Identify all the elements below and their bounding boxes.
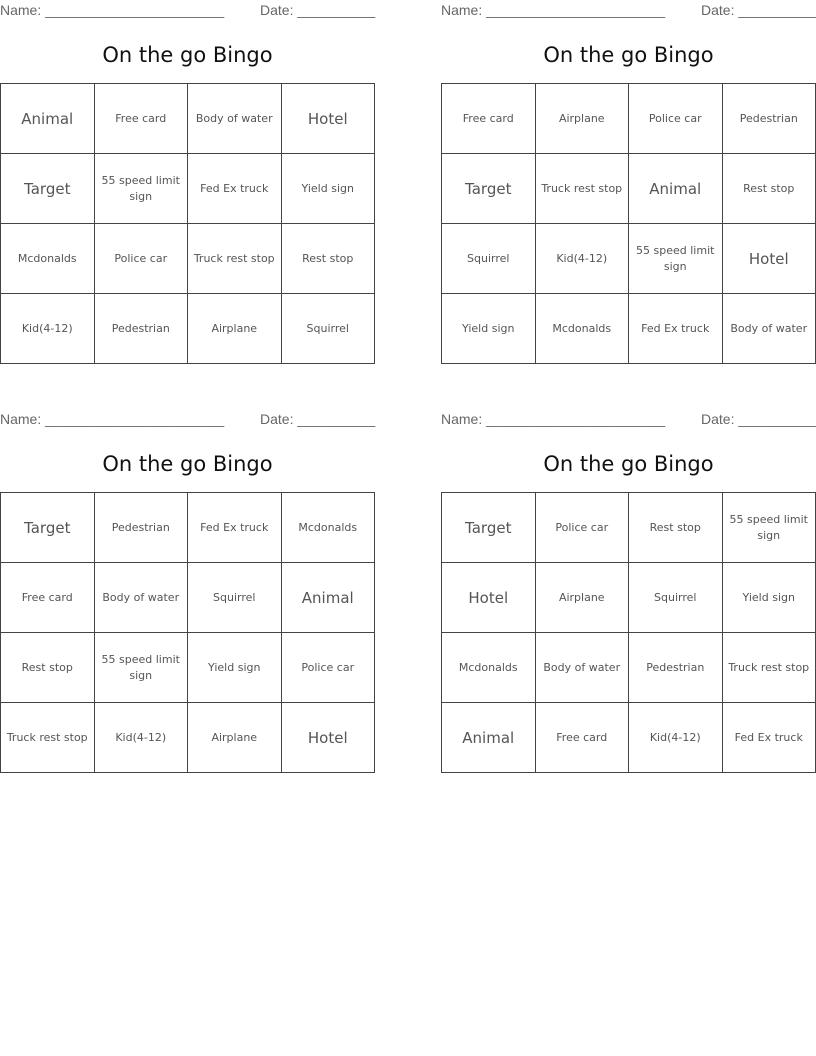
grid-row [442,633,816,703]
date-field: Date: __________ [260,411,376,427]
bingo-cell: Police car [629,84,723,154]
grid-row [1,703,375,773]
bingo-cell: Free card [94,84,188,154]
bingo-cell: Kid(4-12) [535,224,629,294]
bingo-cell: Hotel [722,224,816,294]
bingo-cell: Mcdonalds [281,493,375,563]
bingo-cell: Airplane [535,563,629,633]
bingo-cell: Truck rest stop [535,154,629,224]
bingo-cell: Kid(4-12) [629,703,723,773]
grid-row [1,154,375,224]
bingo-cell: Fed Ex truck [629,294,723,364]
bingo-cell: Body of water [94,563,188,633]
name-field: Name: _______________________ [441,411,666,427]
card-title: On the go Bingo [102,452,273,476]
bingo-cell: Mcdonalds [1,224,95,294]
bingo-cell: Rest stop [1,633,95,703]
bingo-cell: Truck rest stop [188,224,282,294]
card-title: On the go Bingo [543,452,714,476]
bingo-cell: Yield sign [281,154,375,224]
bingo-cell: Truck rest stop [1,703,95,773]
bingo-cell: Yield sign [722,563,816,633]
bingo-cell: Yield sign [188,633,282,703]
bingo-cell: Mcdonalds [535,294,629,364]
bingo-cell: Rest stop [629,493,723,563]
bingo-cell: Rest stop [281,224,375,294]
bingo-cell: 55 speed limit sign [94,154,188,224]
bingo-cell: Kid(4-12) [1,294,95,364]
card-header [0,2,375,20]
grid-row [1,633,375,703]
grid-row [1,493,375,563]
bingo-cell: Free card [1,563,95,633]
bingo-cell: Yield sign [442,294,536,364]
grid-row [1,294,375,364]
bingo-cell: Animal [281,563,375,633]
card-header [441,411,816,429]
bingo-cell: 55 speed limit sign [629,224,723,294]
bingo-cell: Body of water [188,84,282,154]
bingo-cell: Fed Ex truck [188,493,282,563]
grid-row [442,563,816,633]
bingo-cell: Pedestrian [94,294,188,364]
card-header [441,2,816,20]
card-header [0,411,375,429]
bingo-grid [0,492,375,773]
grid-row [442,294,816,364]
bingo-cell: Target [442,154,536,224]
bingo-cell: Police car [535,493,629,563]
grid-row [1,563,375,633]
bingo-card-3 [0,409,375,779]
bingo-cell: Animal [1,84,95,154]
bingo-cell: Hotel [281,703,375,773]
bingo-cell: Target [1,493,95,563]
bingo-cell: Free card [535,703,629,773]
bingo-cell: Airplane [188,703,282,773]
card-title: On the go Bingo [543,43,714,67]
grid-row [1,224,375,294]
bingo-cell: Animal [442,703,536,773]
bingo-cell: Airplane [535,84,629,154]
bingo-cell: Pedestrian [629,633,723,703]
bingo-cell: Body of water [535,633,629,703]
bingo-grid [441,492,816,773]
bingo-cell: Fed Ex truck [722,703,816,773]
bingo-card-2 [441,0,816,370]
bingo-cell: Target [442,493,536,563]
bingo-cell: Animal [629,154,723,224]
bingo-cell: Squirrel [629,563,723,633]
bingo-cell: Mcdonalds [442,633,536,703]
bingo-grid [441,83,816,364]
bingo-cell: Police car [281,633,375,703]
bingo-cell: Kid(4-12) [94,703,188,773]
card-title: On the go Bingo [102,43,273,67]
grid-row [1,84,375,154]
name-field: Name: _______________________ [0,411,225,427]
grid-row [442,703,816,773]
bingo-cell: Free card [442,84,536,154]
bingo-card-1 [0,0,375,370]
grid-row [442,84,816,154]
grid-row [442,224,816,294]
bingo-cell: Rest stop [722,154,816,224]
bingo-cell: Squirrel [442,224,536,294]
bingo-cell: Pedestrian [94,493,188,563]
bingo-cell: Truck rest stop [722,633,816,703]
bingo-cell: Body of water [722,294,816,364]
bingo-cell: Target [1,154,95,224]
bingo-cell: Hotel [281,84,375,154]
bingo-grid [0,83,375,364]
name-field: Name: _______________________ [441,2,666,18]
date-field: Date: __________ [701,2,816,18]
date-field: Date: __________ [260,2,376,18]
grid-row [442,154,816,224]
bingo-card-4 [441,409,816,779]
bingo-cell: Police car [94,224,188,294]
bingo-cell: Squirrel [281,294,375,364]
bingo-cell: Squirrel [188,563,282,633]
bingo-cell: Hotel [442,563,536,633]
bingo-cell: 55 speed limit sign [94,633,188,703]
bingo-cell: Airplane [188,294,282,364]
bingo-cell: 55 speed limit sign [722,493,816,563]
date-field: Date: __________ [701,411,816,427]
name-field: Name: _______________________ [0,2,225,18]
bingo-cell: Fed Ex truck [188,154,282,224]
grid-row [442,493,816,563]
bingo-cell: Pedestrian [722,84,816,154]
